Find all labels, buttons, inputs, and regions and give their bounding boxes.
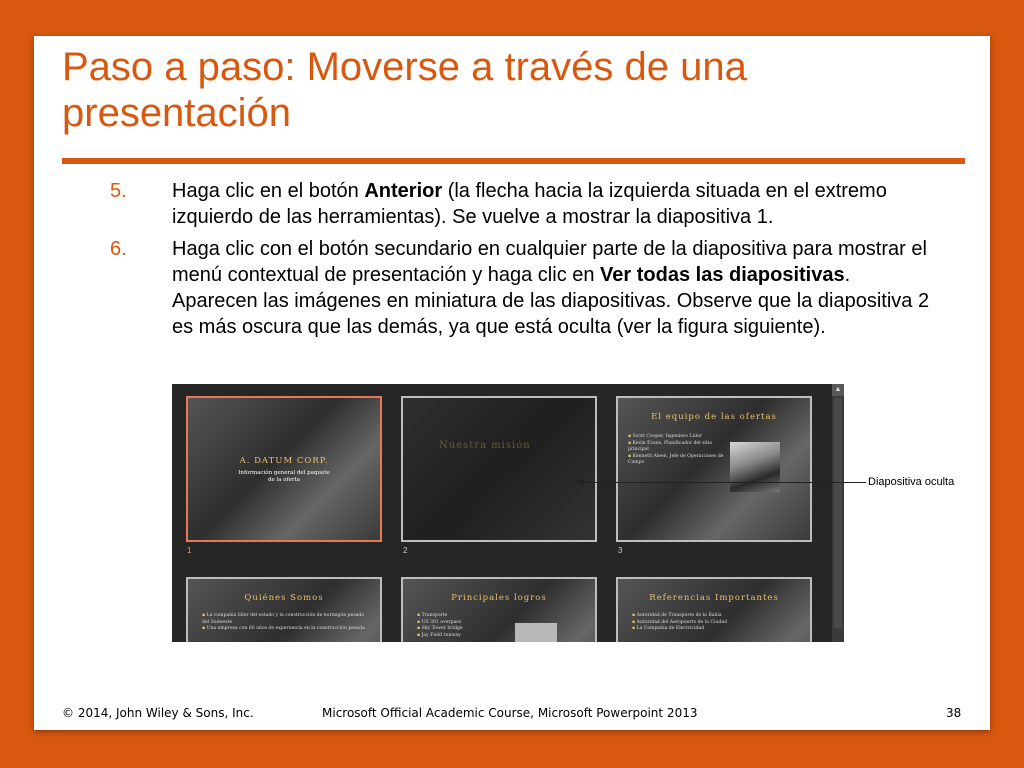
thumbnail-title: A. DATUM CORP. [239, 456, 329, 466]
team-photo [730, 442, 780, 492]
thumbnail-bullets [628, 434, 728, 467]
bullet-item: ▪ Autoridad de Transporte de la Bahía [632, 613, 802, 620]
slide-thumbnail[interactable] [401, 577, 597, 642]
thumbnail-bullets [417, 613, 507, 639]
bullet-item: ▪ Scott Cooper, Ingeniero Líder [628, 434, 728, 441]
step-item [110, 178, 940, 230]
callout-arrow-icon [576, 478, 584, 486]
slide-number: 2 [403, 546, 408, 555]
slide-thumbnail-hidden[interactable] [401, 396, 597, 542]
step-text: Haga clic con el botón secundario en cualquier parte de la diapositiva para mostrar el menú contextual de presentación y haga clic en [172, 238, 927, 286]
scroll-thumb[interactable] [834, 398, 842, 628]
title-underline [62, 158, 965, 164]
slide-sorter-screenshot [172, 384, 844, 642]
vertical-scrollbar[interactable] [832, 384, 844, 642]
thumbnail-subtitle: Información general del paquete de la oferta [238, 470, 330, 483]
thumbnail-title: El equipo de las ofertas [651, 412, 777, 422]
scroll-up-arrow-icon[interactable]: ▲ [832, 384, 844, 396]
bullet-item: ▪ Autoridad del Aeropuerto de la Ciudad [632, 620, 802, 627]
step-number: 6. [110, 238, 127, 260]
thumbnail-title: Quiénes Somos [244, 593, 324, 603]
step-number: 5. [110, 180, 127, 202]
step-item [110, 236, 940, 340]
bullet-item: ▪ La compañía líder del estado y la construcción de hormigón pesado del Sudoeste [202, 613, 372, 626]
slide-number: 3 [618, 546, 623, 555]
step-bold-text: Anterior [364, 180, 443, 202]
step-text: Haga clic en el botón [172, 180, 365, 202]
bullet-item: ▪ US 301 overpass [417, 620, 507, 627]
footer-page-number: 38 [946, 706, 962, 720]
bullet-item: ▪ Jay Field runway [417, 633, 507, 640]
slide-thumbnail[interactable] [186, 396, 382, 542]
callout-label: Diapositiva oculta [868, 476, 955, 488]
bullet-item: ▪ Una empresa con 60 años de experiencia en la construcción pesada [202, 626, 372, 633]
step-text: (la flecha hacia la izquierda situada en el extremo izquierdo de las herramientas). Se vuelve a mostrar la diapositiva 1. [172, 180, 887, 228]
thumbnail-title: Nuestra misión [439, 440, 531, 451]
slide-figure [515, 623, 557, 642]
step-text: . Aparecen las imágenes en miniatura de las diapositivas. Observe que la diapositiva 2 es más oscura que las demás, ya que está oculta (ver la figura siguiente). [172, 264, 930, 338]
bullet-item: ▪ Transporte [417, 613, 507, 620]
slide-thumbnail[interactable] [616, 396, 812, 542]
thumbnail-bullets [632, 613, 802, 633]
thumbnail-title: Referencias Importantes [649, 593, 779, 603]
slide-number: 1 [187, 546, 192, 555]
bullet-item: ▪ Kevin Evans, Planificador del sitio principal [628, 441, 728, 454]
slide-thumbnail[interactable] [186, 577, 382, 642]
step-bold-text: Ver todas las diapositivas [600, 264, 845, 286]
footer-course: Microsoft Official Academic Course, Microsoft Powerpoint 2013 [322, 706, 698, 720]
step-list [110, 178, 940, 346]
thumbnail-bullets [202, 613, 372, 633]
slide-thumbnail[interactable] [616, 577, 812, 642]
callout-line [580, 482, 866, 483]
footer-copyright: © 2014, John Wiley & Sons, Inc. [62, 706, 254, 720]
bullet-item: ▪ La Compañía de Electricidad [632, 626, 802, 633]
bullet-item: ▪ Kenneth Aleen, Jefe de Operaciones de Campo [628, 454, 728, 467]
slide-title: Paso a paso: Moverse a través de una presentación [62, 45, 747, 135]
bullet-item: ▪ Sky Tower bridge [417, 626, 507, 633]
thumbnail-title: Principales logros [451, 593, 547, 603]
